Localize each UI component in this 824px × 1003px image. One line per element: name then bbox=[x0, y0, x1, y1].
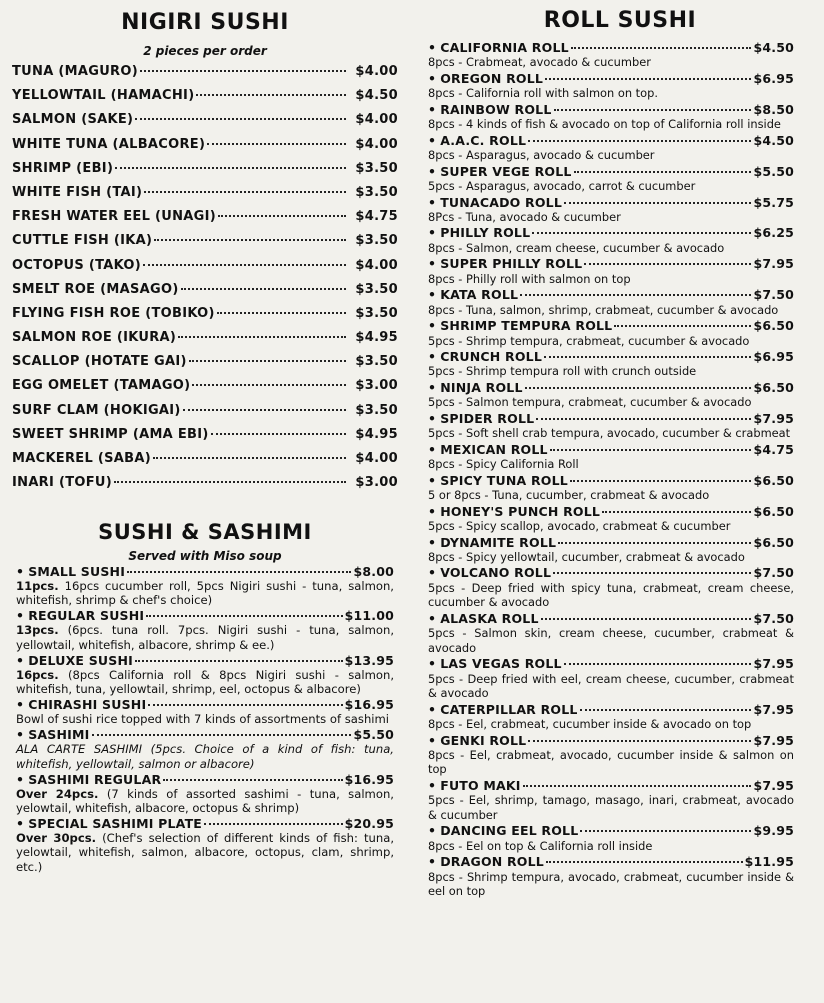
item-price: $4.00 bbox=[355, 257, 398, 273]
bullet-icon: • bbox=[428, 40, 437, 55]
roll-item bbox=[428, 611, 794, 626]
item-price: $7.50 bbox=[753, 565, 794, 581]
dot-leader bbox=[178, 336, 346, 338]
bullet-icon: • bbox=[428, 472, 437, 488]
item-name: PHILLY ROLL bbox=[440, 225, 531, 241]
roll-item bbox=[428, 442, 794, 457]
item-price: $7.95 bbox=[753, 410, 794, 426]
item-name: OREGON ROLL bbox=[440, 70, 544, 86]
item-name: MEXICAN ROLL bbox=[440, 441, 548, 457]
item-price: $4.00 bbox=[355, 451, 398, 466]
dot-leader bbox=[183, 409, 346, 411]
bullet-icon: • bbox=[428, 701, 437, 717]
nigiri-item bbox=[12, 427, 398, 451]
item-name: LAS VEGAS ROLL bbox=[440, 656, 562, 672]
nigiri-list bbox=[12, 64, 398, 499]
item-name: OCTOPUS (TAKO) bbox=[12, 257, 142, 273]
item-count: 16pcs. bbox=[16, 667, 59, 682]
item-description: 5pcs - Shrimp tempura roll with crunch outside bbox=[428, 364, 697, 379]
dot-leader bbox=[218, 215, 346, 217]
dot-leader bbox=[196, 94, 346, 96]
item-price: $20.95 bbox=[344, 816, 394, 832]
bullet-icon: • bbox=[428, 854, 437, 870]
roll-item bbox=[428, 565, 794, 580]
dot-leader bbox=[580, 709, 752, 711]
sushi-sashimi-subtitle: Served with Miso soup bbox=[128, 549, 282, 563]
nigiri-item bbox=[12, 112, 398, 136]
nigiri-item bbox=[12, 209, 398, 233]
sushi-sashimi-item bbox=[16, 816, 394, 831]
sushi-sashimi-list bbox=[16, 564, 394, 875]
dot-leader bbox=[571, 47, 752, 49]
item-detail: (6pcs. tuna roll. 7pcs. Nigiri sushi - tuna, salmon, yellowtail, whitefish, albacore, shrimp & ee.) bbox=[16, 623, 395, 652]
roll-item bbox=[428, 380, 794, 395]
sushi-sashimi-item bbox=[16, 772, 394, 787]
item-name: FUTO MAKI bbox=[440, 777, 521, 793]
nigiri-title: NIGIRI SUSHI bbox=[121, 10, 289, 35]
bullet-icon: • bbox=[428, 410, 437, 426]
item-price: $4.50 bbox=[753, 40, 794, 55]
nigiri-item bbox=[12, 233, 398, 257]
item-description: 8pcs - Eel, crabmeat, avocado, cucumber inside & salmon on top bbox=[428, 747, 794, 777]
bullet-icon: • bbox=[428, 565, 437, 581]
roll-item bbox=[428, 823, 794, 838]
item-price: $16.95 bbox=[344, 771, 394, 787]
roll-sushi-list bbox=[428, 40, 794, 900]
dot-leader bbox=[189, 360, 346, 362]
item-description: 8Pcs - Tuna, avocado & cucumber bbox=[428, 209, 621, 224]
item-description: 5 or 8pcs - Tuna, cucumber, crabmeat & avocado bbox=[428, 488, 710, 503]
item-description: 8pcs - Eel on top & California roll inside bbox=[428, 838, 653, 853]
nigiri-item bbox=[12, 378, 398, 402]
bullet-icon: • bbox=[16, 652, 25, 668]
item-description: 5pcs - Asparagus, avocado, carrot & cucumber bbox=[428, 179, 696, 194]
bullet-icon: • bbox=[428, 823, 437, 839]
dot-leader bbox=[146, 615, 342, 617]
dot-leader bbox=[554, 109, 752, 111]
bullet-icon: • bbox=[16, 608, 25, 624]
dot-leader bbox=[570, 480, 752, 482]
dot-leader bbox=[523, 785, 752, 787]
nigiri-item bbox=[12, 88, 398, 112]
item-description: 5pcs - Soft shell crab tempura, avocado, cucumber & crabmeat bbox=[428, 426, 791, 441]
roll-item bbox=[428, 702, 794, 717]
sushi-sashimi-item bbox=[16, 697, 394, 712]
dot-leader bbox=[520, 294, 751, 296]
item-name: DELUXE SUSHI bbox=[28, 652, 133, 668]
dot-leader bbox=[558, 542, 751, 544]
roll-item bbox=[428, 411, 794, 426]
item-name: CALIFORNIA ROLL bbox=[440, 40, 569, 55]
item-name: GENKI ROLL bbox=[440, 732, 527, 748]
item-name: CUTTLE FISH (IKA) bbox=[12, 233, 153, 249]
item-name: DRAGON ROLL bbox=[440, 854, 544, 870]
item-price: $4.00 bbox=[355, 64, 398, 79]
bullet-icon: • bbox=[428, 732, 437, 748]
item-description: 5pcs - Deep fried with eel, cream cheese, cucumber, crabmeat & avocado bbox=[428, 671, 794, 701]
nigiri-item bbox=[12, 64, 398, 88]
bullet-icon: • bbox=[428, 163, 437, 179]
item-price: $5.50 bbox=[353, 727, 394, 743]
item-price: $4.95 bbox=[355, 330, 398, 346]
item-price: $6.50 bbox=[753, 534, 794, 550]
bullet-icon: • bbox=[16, 697, 25, 713]
item-price: $7.95 bbox=[753, 256, 794, 272]
item-detail: (8pcs California roll & 8pcs Nigiri sushi - salmon, whitefish, tuna, yellowtail, shrimp, eel, octopus & albacore) bbox=[16, 667, 394, 697]
item-name: SASHIMI bbox=[28, 727, 90, 743]
bullet-icon: • bbox=[428, 379, 437, 395]
dot-leader bbox=[532, 232, 751, 234]
sushi-sashimi-item bbox=[16, 608, 394, 623]
item-name: HONEY'S PUNCH ROLL bbox=[440, 503, 601, 519]
item-name: SHRIMP (EBI) bbox=[12, 160, 114, 176]
bullet-icon: • bbox=[428, 287, 437, 303]
roll-item bbox=[428, 256, 794, 271]
item-description: 5pcs - Shrimp tempura, crabmeat, cucumber & avocado bbox=[428, 333, 750, 348]
dot-leader bbox=[544, 356, 751, 358]
item-description bbox=[16, 742, 394, 770]
dot-leader bbox=[114, 481, 346, 483]
dot-leader bbox=[564, 663, 752, 665]
item-description bbox=[16, 668, 394, 696]
item-price: $3.50 bbox=[355, 184, 398, 200]
nigiri-item bbox=[12, 306, 398, 330]
item-price: $6.25 bbox=[753, 225, 794, 241]
dot-leader bbox=[545, 78, 751, 80]
item-price: $7.50 bbox=[753, 287, 794, 303]
item-price: $7.50 bbox=[753, 610, 794, 626]
dot-leader bbox=[528, 740, 751, 742]
item-price: $11.95 bbox=[744, 854, 794, 870]
item-price: $5.75 bbox=[753, 194, 794, 210]
item-name: SWEET SHRIMP (AMA EBI) bbox=[12, 426, 209, 442]
item-name: A.A.C. ROLL bbox=[440, 132, 527, 148]
dot-leader bbox=[553, 572, 751, 574]
dot-leader bbox=[144, 191, 346, 193]
item-description: 5pcs - Salmon tempura, crabmeat, cucumber & avocado bbox=[428, 395, 752, 410]
item-price: $3.00 bbox=[355, 378, 398, 394]
dot-leader bbox=[564, 202, 751, 204]
item-description: 5pcs - Eel, shrimp, tamago, masago, inari, crabmeat, avocado & cucumber bbox=[428, 793, 794, 822]
item-name: SUPER PHILLY ROLL bbox=[440, 256, 583, 272]
item-name: SUPER VEGE ROLL bbox=[440, 163, 572, 179]
item-price: $7.95 bbox=[753, 656, 794, 672]
item-name: DYNAMITE ROLL bbox=[440, 534, 557, 550]
nigiri-subtitle: 2 pieces per order bbox=[143, 44, 267, 58]
item-name: SALMON ROE (IKURA) bbox=[12, 330, 177, 346]
item-description bbox=[16, 831, 394, 874]
dot-leader bbox=[207, 143, 346, 145]
dot-leader bbox=[574, 171, 752, 173]
item-description: 8pcs - Salmon, cream cheese, cucumber & avocado bbox=[428, 240, 725, 255]
item-price: $6.50 bbox=[753, 318, 794, 334]
item-price: $3.50 bbox=[355, 160, 398, 176]
bullet-icon: • bbox=[428, 70, 437, 86]
item-count: 13pcs. bbox=[16, 623, 59, 638]
item-description: 5pcs - Deep fried with spicy tuna, crabmeat, cream cheese, cucumber & avocado bbox=[428, 580, 794, 610]
item-price: $3.00 bbox=[355, 475, 398, 491]
nigiri-item bbox=[12, 354, 398, 378]
item-name: INARI (TOFU) bbox=[12, 475, 112, 491]
item-description: 8pcs - Crabmeat, avocado & cucumber bbox=[428, 55, 651, 70]
bullet-icon: • bbox=[428, 132, 437, 148]
item-name: FLYING FISH ROE (TOBIKO) bbox=[12, 305, 215, 321]
item-price: $3.50 bbox=[355, 402, 398, 418]
item-name: SPICY TUNA ROLL bbox=[440, 472, 568, 488]
item-name: SHRIMP TEMPURA ROLL bbox=[440, 318, 613, 334]
dot-leader bbox=[135, 118, 346, 120]
item-name: KATA ROLL bbox=[440, 287, 519, 303]
sushi-sashimi-title: SUSHI & SASHIMI bbox=[98, 520, 312, 544]
item-description bbox=[16, 787, 394, 815]
item-price: $13.95 bbox=[344, 652, 394, 668]
roll-item bbox=[428, 195, 794, 210]
item-price: $7.95 bbox=[753, 701, 794, 717]
item-price: $6.95 bbox=[753, 70, 794, 86]
bullet-icon: • bbox=[428, 441, 437, 457]
item-description: 5pcs - Spicy scallop, avocado, crabmeat & cucumber bbox=[428, 519, 731, 533]
bullet-icon: • bbox=[428, 349, 437, 365]
bullet-icon: • bbox=[428, 256, 437, 272]
item-price: $6.50 bbox=[753, 379, 794, 395]
dot-leader bbox=[584, 263, 751, 265]
bullet-icon: • bbox=[428, 610, 437, 626]
dot-leader bbox=[127, 571, 351, 573]
item-price: $4.75 bbox=[753, 441, 794, 457]
item-count: 11pcs. bbox=[16, 579, 59, 593]
item-name: SMELT ROE (MASAGO) bbox=[12, 281, 179, 297]
item-name: SPIDER ROLL bbox=[440, 410, 535, 426]
roll-item bbox=[428, 133, 794, 148]
item-price: $4.95 bbox=[355, 426, 398, 442]
dot-leader bbox=[211, 433, 346, 435]
item-name: EGG OMELET (TAMAGO) bbox=[12, 378, 191, 394]
item-description: 8pcs - Spicy California Roll bbox=[428, 457, 579, 472]
item-name: ALASKA ROLL bbox=[440, 610, 539, 626]
dot-leader bbox=[614, 325, 751, 327]
item-description: 8pcs - Tuna, salmon, shrimp, crabmeat, cucumber & avocado bbox=[428, 302, 779, 317]
sushi-sashimi-item bbox=[16, 727, 394, 742]
item-detail: Bowl of sushi rice topped with 7 kinds of assortments of sashimi bbox=[16, 712, 390, 727]
roll-item bbox=[428, 535, 794, 550]
sushi-sashimi-item bbox=[16, 653, 394, 668]
nigiri-item bbox=[12, 475, 398, 499]
item-price: $4.00 bbox=[355, 112, 398, 128]
roll-item bbox=[428, 164, 794, 179]
roll-item bbox=[428, 102, 794, 117]
dot-leader bbox=[140, 70, 346, 72]
item-name: SALMON (SAKE) bbox=[12, 112, 134, 128]
item-price: $4.75 bbox=[355, 209, 398, 225]
item-price: $6.50 bbox=[753, 503, 794, 519]
dot-leader bbox=[135, 660, 343, 662]
item-name: TUNA (MAGURO) bbox=[12, 64, 138, 79]
item-description: 8pcs - California roll with salmon on top. bbox=[428, 86, 658, 101]
roll-item bbox=[428, 473, 794, 488]
item-price: $16.95 bbox=[344, 697, 394, 713]
nigiri-item bbox=[12, 403, 398, 427]
item-detail: ALA CARTE SASHIMI (5pcs. Choice of a kind of fish: tuna, whitefish, yellowtail, salmon or albacore) bbox=[16, 742, 394, 771]
dot-leader bbox=[525, 387, 752, 389]
dot-leader bbox=[204, 823, 343, 825]
nigiri-item bbox=[12, 282, 398, 306]
item-name: YELLOWTAIL (HAMACHI) bbox=[12, 88, 195, 104]
dot-leader bbox=[143, 264, 346, 266]
item-name: FRESH WATER EEL (UNAGI) bbox=[12, 209, 216, 225]
item-price: $7.95 bbox=[753, 732, 794, 748]
item-price: $9.95 bbox=[753, 823, 794, 839]
item-name: CATERPILLAR ROLL bbox=[440, 701, 578, 717]
dot-leader bbox=[580, 830, 751, 832]
item-price: $5.50 bbox=[753, 163, 794, 179]
sushi-sashimi-item bbox=[16, 564, 394, 579]
nigiri-item bbox=[12, 161, 398, 185]
item-name: SURF CLAM (HOKIGAI) bbox=[12, 402, 181, 418]
item-name: MACKEREL (SABA) bbox=[12, 451, 151, 466]
dot-leader bbox=[602, 511, 751, 513]
item-name: NINJA ROLL bbox=[440, 379, 523, 395]
item-price: $8.00 bbox=[353, 564, 394, 579]
item-name: CHIRASHI SUSHI bbox=[28, 697, 147, 713]
item-price: $8.50 bbox=[753, 101, 794, 117]
nigiri-item bbox=[12, 258, 398, 282]
dot-leader bbox=[546, 861, 743, 863]
item-name: SCALLOP (HOTATE GAI) bbox=[12, 354, 187, 370]
item-price: $3.50 bbox=[355, 305, 398, 321]
dot-leader bbox=[181, 288, 346, 290]
item-name: DANCING EEL ROLL bbox=[440, 823, 579, 839]
item-price: $3.50 bbox=[355, 281, 398, 297]
dot-leader bbox=[550, 449, 752, 451]
item-description: 8pcs - 4 kinds of fish & avocado on top of California roll inside bbox=[428, 117, 781, 132]
roll-item bbox=[428, 287, 794, 302]
item-price: $3.50 bbox=[355, 233, 398, 249]
item-name: REGULAR SUSHI bbox=[28, 608, 145, 624]
item-description bbox=[16, 579, 394, 607]
item-detail: (Chef's selection of different kinds of fish: tuna, yelowtail, whitefish, salmon, albacore, octopus, clam, shrimp, etc.) bbox=[16, 831, 394, 874]
item-description: 8pcs - Shrimp tempura, avocado, crabmeat, cucumber inside & eel on top bbox=[428, 869, 794, 899]
bullet-icon: • bbox=[428, 194, 437, 210]
roll-item bbox=[428, 656, 794, 671]
item-name: RAINBOW ROLL bbox=[440, 101, 552, 117]
item-price: $6.95 bbox=[753, 349, 794, 365]
item-price: $3.50 bbox=[355, 354, 398, 370]
dot-leader bbox=[154, 239, 346, 241]
item-description bbox=[16, 712, 394, 726]
item-price: $11.00 bbox=[344, 608, 394, 624]
dot-leader bbox=[163, 779, 342, 781]
item-name: TUNACADO ROLL bbox=[440, 194, 562, 210]
dot-leader bbox=[217, 312, 346, 314]
dot-leader bbox=[192, 384, 346, 386]
bullet-icon: • bbox=[428, 534, 437, 550]
nigiri-item bbox=[12, 185, 398, 209]
item-name: WHITE FISH (TAI) bbox=[12, 184, 143, 200]
item-name: SMALL SUSHI bbox=[28, 564, 126, 579]
nigiri-item bbox=[12, 330, 398, 354]
item-price: $4.50 bbox=[355, 88, 398, 104]
nigiri-item bbox=[12, 451, 398, 475]
item-description bbox=[16, 623, 394, 651]
dot-leader bbox=[528, 140, 751, 142]
roll-item bbox=[428, 504, 794, 519]
bullet-icon: • bbox=[428, 318, 437, 334]
dot-leader bbox=[541, 618, 752, 620]
item-count: Over 24pcs. bbox=[16, 786, 99, 801]
roll-item bbox=[428, 733, 794, 748]
bullet-icon: • bbox=[16, 727, 25, 743]
roll-sushi-title: ROLL SUSHI bbox=[543, 8, 697, 33]
roll-item bbox=[428, 854, 794, 869]
item-price: $7.95 bbox=[753, 777, 794, 793]
dot-leader bbox=[153, 457, 346, 459]
bullet-icon: • bbox=[428, 101, 437, 117]
item-count: Over 30pcs. bbox=[16, 831, 97, 846]
dot-leader bbox=[115, 167, 346, 169]
bullet-icon: • bbox=[16, 816, 25, 832]
bullet-icon: • bbox=[16, 564, 25, 579]
bullet-icon: • bbox=[428, 777, 437, 793]
roll-item bbox=[428, 318, 794, 333]
dot-leader bbox=[92, 734, 352, 736]
item-price: $4.50 bbox=[753, 132, 794, 148]
item-description: 8pcs - Eel, crabmeat, cucumber inside & avocado on top bbox=[428, 717, 752, 732]
roll-item bbox=[428, 225, 794, 240]
item-name: SASHIMI REGULAR bbox=[28, 771, 162, 787]
item-detail: 16pcs cucumber roll, 5pcs Nigiri sushi - tuna, salmon, whitefish, shrimp & chef's choice) bbox=[16, 579, 394, 608]
bullet-icon: • bbox=[428, 656, 437, 672]
item-description: 8pcs - Spicy yellowtail, cucumber, crabmeat & avocado bbox=[428, 549, 745, 564]
dot-leader bbox=[536, 418, 751, 420]
item-price: $4.00 bbox=[355, 136, 398, 152]
bullet-icon: • bbox=[16, 771, 25, 787]
item-description: 5pcs - Salmon skin, cream cheese, cucumber, crabmeat & avocado bbox=[428, 626, 794, 655]
bullet-icon: • bbox=[428, 503, 437, 519]
roll-item bbox=[428, 778, 794, 793]
item-detail: (7 kinds of assorted sashimi - tuna, salmon, yelowtail, whitefish, albacore, octopus & shrimp) bbox=[16, 786, 394, 816]
roll-item bbox=[428, 349, 794, 364]
roll-item bbox=[428, 71, 794, 86]
item-name: SPECIAL SASHIMI PLATE bbox=[28, 816, 203, 832]
roll-item bbox=[428, 40, 794, 55]
item-name: WHITE TUNA (ALBACORE) bbox=[12, 136, 206, 152]
item-name: VOLCANO ROLL bbox=[440, 565, 552, 581]
item-name: CRUNCH ROLL bbox=[440, 349, 542, 365]
item-description: 8pcs - Philly roll with salmon on top bbox=[428, 271, 631, 286]
bullet-icon: • bbox=[428, 225, 437, 241]
item-price: $6.50 bbox=[753, 472, 794, 488]
item-description: 8pcs - Asparagus, avocado & cucumber bbox=[428, 148, 655, 163]
nigiri-item bbox=[12, 137, 398, 161]
dot-leader bbox=[148, 704, 342, 706]
